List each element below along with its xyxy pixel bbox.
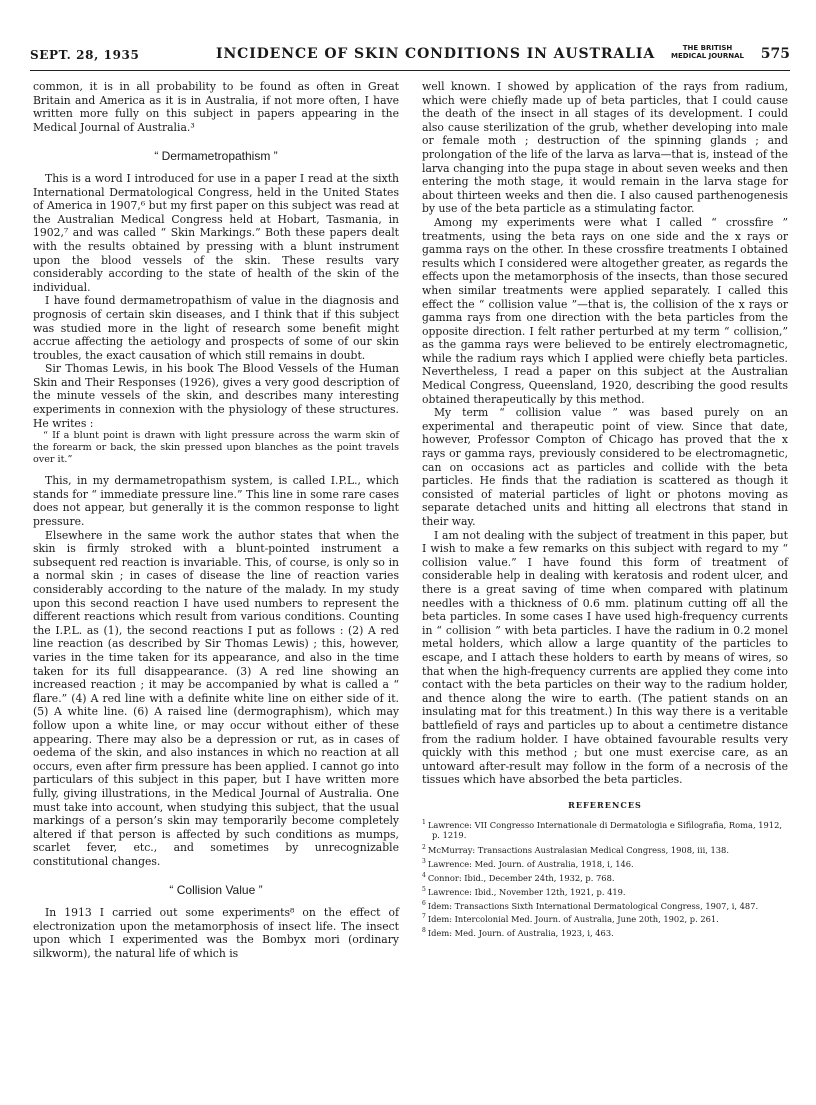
reference-text: Connor: Ibid., December 24th, 1932, p. 768. xyxy=(427,872,615,883)
journal-name xyxy=(671,44,744,60)
reference-item xyxy=(422,899,788,911)
paragraph: common, it is in all probability to be found as often in Great Britain and America as it is in Australia, if not more often, I have written more fully on this subject in papers appearing in the Medical Journal of Australia.³ xyxy=(33,80,399,134)
paragraph: My term “ collision value ” was based purely on an experimental and therapeutic point of view. Since that date, however, Professor Compton of Chicago has proved that the x rays or gamma rays, previously considered to be electromagnetic, can on occasions act as particles and collide with the beta particles. He finds that the radiation is scattered as though it consisted of material particles of light or photons moving as separate detached units and hitting all electrons that stand in their way. xyxy=(422,406,788,528)
reference-item xyxy=(422,857,788,869)
section-heading-dermametropathism: “ Dermametropathism ” xyxy=(154,149,278,164)
reference-text: Idem: Intercolonial Med. Journ. of Australia, June 20th, 1902, p. 261. xyxy=(427,914,719,925)
reference-item xyxy=(422,818,788,840)
paragraph: In 1913 I carried out some experiments⁸ on the effect of electronization upon the metamorphosis of insect life. The insect upon which I experimented was the Bombyx mori (ordinary silkworm), the natural life of which is xyxy=(33,906,399,960)
reference-text: Lawrence: Med. Journ. of Australia, 1918, i, 146. xyxy=(427,858,634,869)
reference-number: 8 xyxy=(422,927,426,935)
reference-number: 5 xyxy=(422,885,426,893)
reference-number: 3 xyxy=(422,857,426,865)
reference-text: Idem: Transactions Sixth International Dermatological Congress, 1907, i, 487. xyxy=(427,900,759,911)
section-heading-collision-value: “ Collision Value ” xyxy=(169,883,263,898)
paragraph: well known. I showed by application of the rays from radium, which were chiefly made up of beta particles, that I could cause the death of the insect in all stages of its development. I could also cause sterilization of the grub, whether developing into male or female moth ; destruction of the spinning glands ; and prolongation of the life of the larva as larva—that is, instead of the larva changing into the pupa stage in about seven weeks and then entering the moth stage, it would remain in the larva stage for about thirteen weeks and then die. I also caused parthenogenesis by use of the beta particle as a stimulating factor. xyxy=(422,80,788,216)
reference-text: Lawrence: Ibid., November 12th, 1921, p. 419. xyxy=(427,886,626,897)
page-number: 575 xyxy=(760,46,790,62)
paragraph: Elsewhere in the same work the author states that when the skin is firmly stroked with a blunt-pointed instrument a subsequent red reaction is invariable. This, of course, is only so in a normal skin ; in cases of disease the line of reaction varies considerably according to the nature of the malady. In my study upon this second reaction I have used numbers to represent the different reactions which result from various conditions. Counting the I.P.L. as (1), the second reactions I put as follows : (2) A red line reaction (as described by Sir Thomas Lewis) ; this, however, varies in the time taken for its appearance, and also in the time taken for its full disappearance. (3) A red line showing an increased reaction ; it may be accompanied by what is called a “ flare.” (4) A red line with a definite white line on either side of it. (5) A white line. (6) A raised line (dermographism), which may follow upon a white line, or may occur without either of these appearing. There may also be a depression or rut, as in cases of oedema of the skin, and also instances in which no reaction at all occurs, even after firm pressure has been applied. I cannot go into particulars of this subject in this paper, but I have written more fully, giving illustrations, in the Medical Journal of Australia. One must take into account, when studying this subject, that the usual markings of a person’s skin may temporarily become completely altered if that person is affected by such conditions as mumps, scarlet fever, etc., and sometimes by unrecognizable constitutional changes. xyxy=(33,528,399,868)
reference-number: 1 xyxy=(422,819,426,827)
paragraph: Sir Thomas Lewis, in his book The Blood Vessels of the Human Skin and Their Responses (1926), gives a very good description of the minute vessels of the skin, and describes many interesting experiments in connexion with the physiology of these structures. He writes : xyxy=(33,362,399,430)
left-column xyxy=(33,80,399,960)
paragraph: Among my experiments were what I called “ crossfire ” treatments, using the beta rays on one side and the x rays or gamma rays on the other. In these crossfire treatments I obtained results which I considered were altogether greater, as regards the effects upon the metamorphosis of the insects, than those secured when similar treatments were applied separately. I called this effect the “ collision value ”—that is, the collision of the x rays or gamma rays from one direction with the beta particles from the opposite direction. I felt rather perturbed at my term “ collision,” as the gamma rays were believed to be entirely electromagnetic, while the radium rays which I applied were chiefly beta particles. Nevertheless, I read a paper on this subject at the Australian Medical Congress, Queensland, 1920, describing the good results obtained therapeutically by this method. xyxy=(422,215,788,406)
journal-name-line1: THE BRITISH xyxy=(682,44,733,52)
running-header xyxy=(30,44,790,71)
paragraph: I have found dermametropathism of value in the diagnosis and prognosis of certain skin diseases, and I think that if this subject was studied more in the light of research some benefit might accrue affecting the aetiology and prospects of some of our skin troubles, the exact causation of which still remains in doubt. xyxy=(33,294,399,362)
reference-item xyxy=(422,871,788,883)
paragraph: This, in my dermametropathism system, is called I.P.L., which stands for “ immediate pressure line.” This line in some rare cases does not appear, but generally it is the common response to light pressure. xyxy=(33,474,399,529)
references-list xyxy=(422,818,788,938)
reference-item xyxy=(422,912,788,924)
references-heading: REFERENCES xyxy=(568,799,642,810)
reference-number: 2 xyxy=(422,843,426,851)
reference-item xyxy=(422,843,788,855)
paragraph: This is a word I introduced for use in a paper I read at the sixth International Dermatological Congress, held in the United States of America in 1907,⁶ but my first paper on this subject was read at the Australian Medical Congress held at Hobart, Tasmania, in 1902,⁷ and was called “ Skin Markings.” Both these papers dealt with the results obtained by pressing with a blunt instrument upon the blood vessels of the skin. These results vary considerably according to the state of health of the skin of the individual. xyxy=(33,171,399,294)
reference-number: 7 xyxy=(422,913,426,921)
reference-item xyxy=(422,926,788,938)
reference-number: 4 xyxy=(422,871,426,879)
reference-text: Lawrence: VII Congresso Internationale di Dermatologia e Sifilografia, Roma, 1912, p. 1219. xyxy=(427,820,782,841)
running-title: INCIDENCE OF SKIN CONDITIONS IN AUSTRALIA xyxy=(216,46,656,62)
reference-text: McMurray: Transactions Australasian Medical Congress, 1908, iii, 138. xyxy=(427,844,729,855)
journal-name-line2: MEDICAL JOURNAL xyxy=(671,52,744,60)
reference-item xyxy=(422,885,788,897)
block-quote: “ If a blunt point is drawn with light pressure across the warm skin of the forearm or back, the skin pressed upon blanches as the point travels over it.” xyxy=(33,430,399,466)
reference-number: 6 xyxy=(422,899,426,907)
paragraph: I am not dealing with the subject of treatment in this paper, but I wish to make a few remarks on this subject with regard to my “ collision value.” I have found this form of treatment of considerable help in dealing with keratosis and rodent ulcer, and there is a great saving of time when compared with platinum needles with a thickness of 0.6 mm. platinum cutting off all the beta particles. In some cases I have used high-frequency currents in “ collision ” with beta particles. I have the radium in 0.2 monel metal holders, which allow a large quantity of the particles to escape, and I attach these holders to earth by means of wires, so that when the high-frequency currents are applied they come into contact with the beta particles on their way to the radium holder, and thence along the wire to earth. (The patient stands on an insulating mat for this treatment.) In this way there is a veritable battlefield of rays and particles up to about a centimetre distance from the radium holder. I have obtained favourable results very quickly with this method ; but one must exercise care, as an untoward after-result may follow in the form of a necrosis of the tissues which have absorbed the beta particles. xyxy=(422,528,788,787)
issue-date: SEPT. 28, 1935 xyxy=(30,48,140,62)
right-column xyxy=(422,80,788,940)
reference-text: Idem: Med. Journ. of Australia, 1923, i, 463. xyxy=(427,928,614,939)
